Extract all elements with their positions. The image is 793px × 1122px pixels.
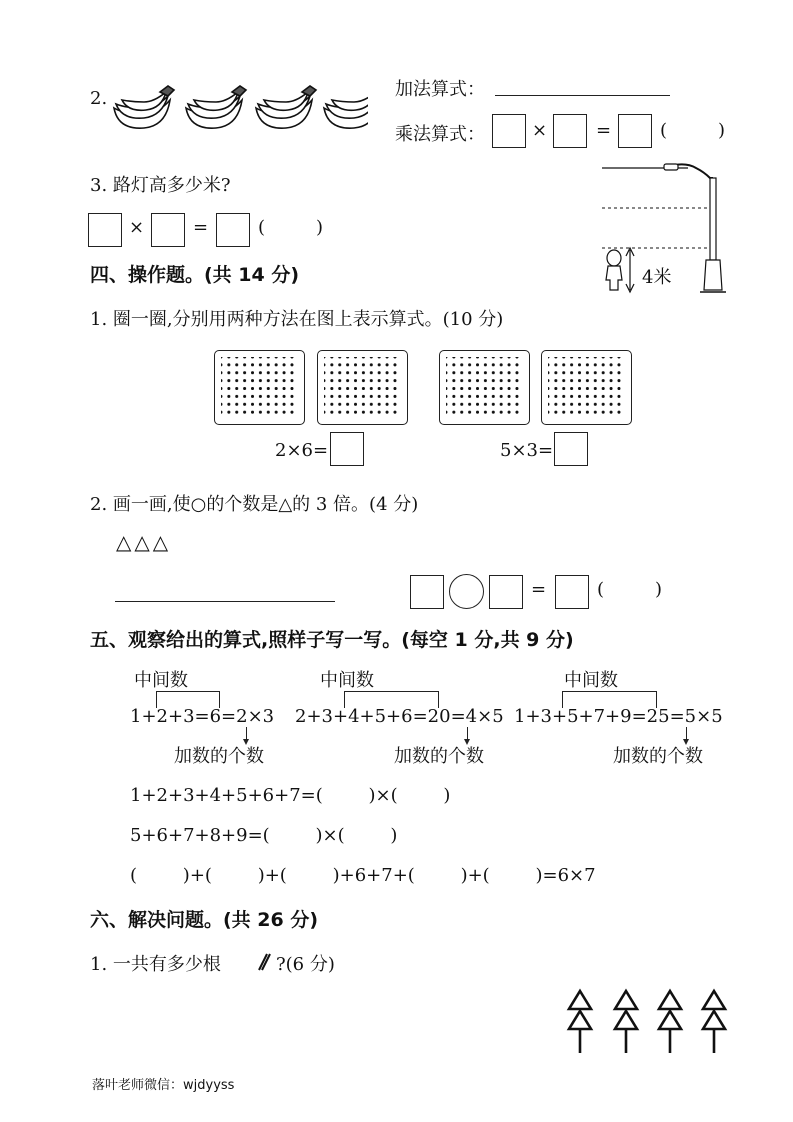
paren-open: ( bbox=[597, 579, 605, 600]
equals-sign: = bbox=[596, 120, 612, 141]
answer-box[interactable] bbox=[88, 213, 122, 247]
dot-grid-panel[interactable] bbox=[214, 350, 305, 425]
down-arrow-icon bbox=[467, 727, 468, 741]
answer-box[interactable] bbox=[216, 213, 250, 247]
down-arrow-icon bbox=[686, 727, 687, 741]
section-title: 五、观察给出的算式,照样子写一写。(每空 1 分,共 9 分) bbox=[90, 629, 574, 651]
down-arrow-icon bbox=[246, 727, 247, 741]
fill-in-line[interactable]: 1+2+3+4+5+6+7=( )×( ) bbox=[130, 785, 451, 806]
middle-number-label: 中间数 bbox=[134, 670, 188, 691]
addition-label: 加法算式： bbox=[395, 79, 485, 100]
dot-grid-panel[interactable] bbox=[317, 350, 408, 425]
example-expression: 1+3+5+7+9=25=5×5 bbox=[514, 706, 723, 727]
multiplication-label: 乘法算式： bbox=[395, 124, 485, 145]
paren-open: ( bbox=[660, 120, 668, 141]
question-prompt: 1. 圈一圈,分别用两种方法在图上表示算式。(10 分) bbox=[90, 309, 504, 330]
paren-close: ) bbox=[655, 579, 663, 600]
answer-box[interactable] bbox=[555, 575, 589, 609]
footer-text: 落叶老师微信：wjdyyss bbox=[92, 1078, 235, 1093]
section-title: 四、操作题。(共 14 分) bbox=[90, 264, 300, 286]
question-prompt: 2. 画一画,使○的个数是△的 3 倍。(4 分) bbox=[90, 494, 419, 515]
dot-grid-panel[interactable] bbox=[439, 350, 530, 425]
height-label: 4米 bbox=[642, 267, 672, 288]
equation-label: 5×3= bbox=[500, 440, 554, 461]
fill-in-line[interactable]: ( )+( )+( )+6+7+( )+( )=6×7 bbox=[130, 865, 596, 886]
answer-box[interactable] bbox=[489, 575, 523, 609]
equation-label: 2×6= bbox=[275, 440, 329, 461]
middle-number-label: 中间数 bbox=[320, 670, 374, 691]
addend-count-label: 加数的个数 bbox=[394, 746, 484, 767]
example-expression: 2+3+4+5+6=20=4×5 bbox=[295, 706, 504, 727]
addend-count-label: 加数的个数 bbox=[613, 746, 703, 767]
example-expression: 1+2+3=6=2×3 bbox=[130, 706, 275, 727]
answer-box[interactable] bbox=[553, 114, 587, 148]
question-prompt: 1. 一共有多少根 bbox=[90, 954, 221, 975]
answer-box[interactable] bbox=[492, 114, 526, 148]
addend-count-label: 加数的个数 bbox=[174, 746, 264, 767]
addition-answer-line[interactable] bbox=[495, 95, 670, 96]
circle-operator[interactable] bbox=[449, 574, 484, 609]
question-suffix: ?(6 分) bbox=[276, 954, 335, 975]
answer-box[interactable] bbox=[554, 432, 588, 466]
section-title: 六、解决问题。(共 26 分) bbox=[90, 909, 319, 931]
equals-sign: = bbox=[531, 579, 547, 600]
stick-icon bbox=[256, 952, 272, 972]
times-sign: × bbox=[129, 217, 145, 238]
answer-box[interactable] bbox=[410, 575, 444, 609]
paren-close: ) bbox=[718, 120, 726, 141]
answer-box[interactable] bbox=[618, 114, 652, 148]
middle-number-label: 中间数 bbox=[564, 670, 618, 691]
dot-grid-panel[interactable] bbox=[541, 350, 632, 425]
banana-bunches-illustration bbox=[108, 80, 368, 140]
equals-sign: = bbox=[193, 217, 209, 238]
question-prompt: 3. 路灯高多少米? bbox=[90, 175, 231, 196]
paren-open: ( bbox=[258, 217, 266, 238]
paren-close: ) bbox=[316, 217, 324, 238]
stick-triangle-figures bbox=[560, 985, 735, 1060]
question-number: 2. bbox=[90, 88, 108, 109]
answer-box[interactable] bbox=[330, 432, 364, 466]
answer-box[interactable] bbox=[151, 213, 185, 247]
triangles-row: △△△ bbox=[116, 530, 172, 554]
drawing-answer-line[interactable] bbox=[115, 601, 335, 602]
fill-in-line[interactable]: 5+6+7+8+9=( )×( ) bbox=[130, 825, 398, 846]
times-sign: × bbox=[532, 120, 548, 141]
